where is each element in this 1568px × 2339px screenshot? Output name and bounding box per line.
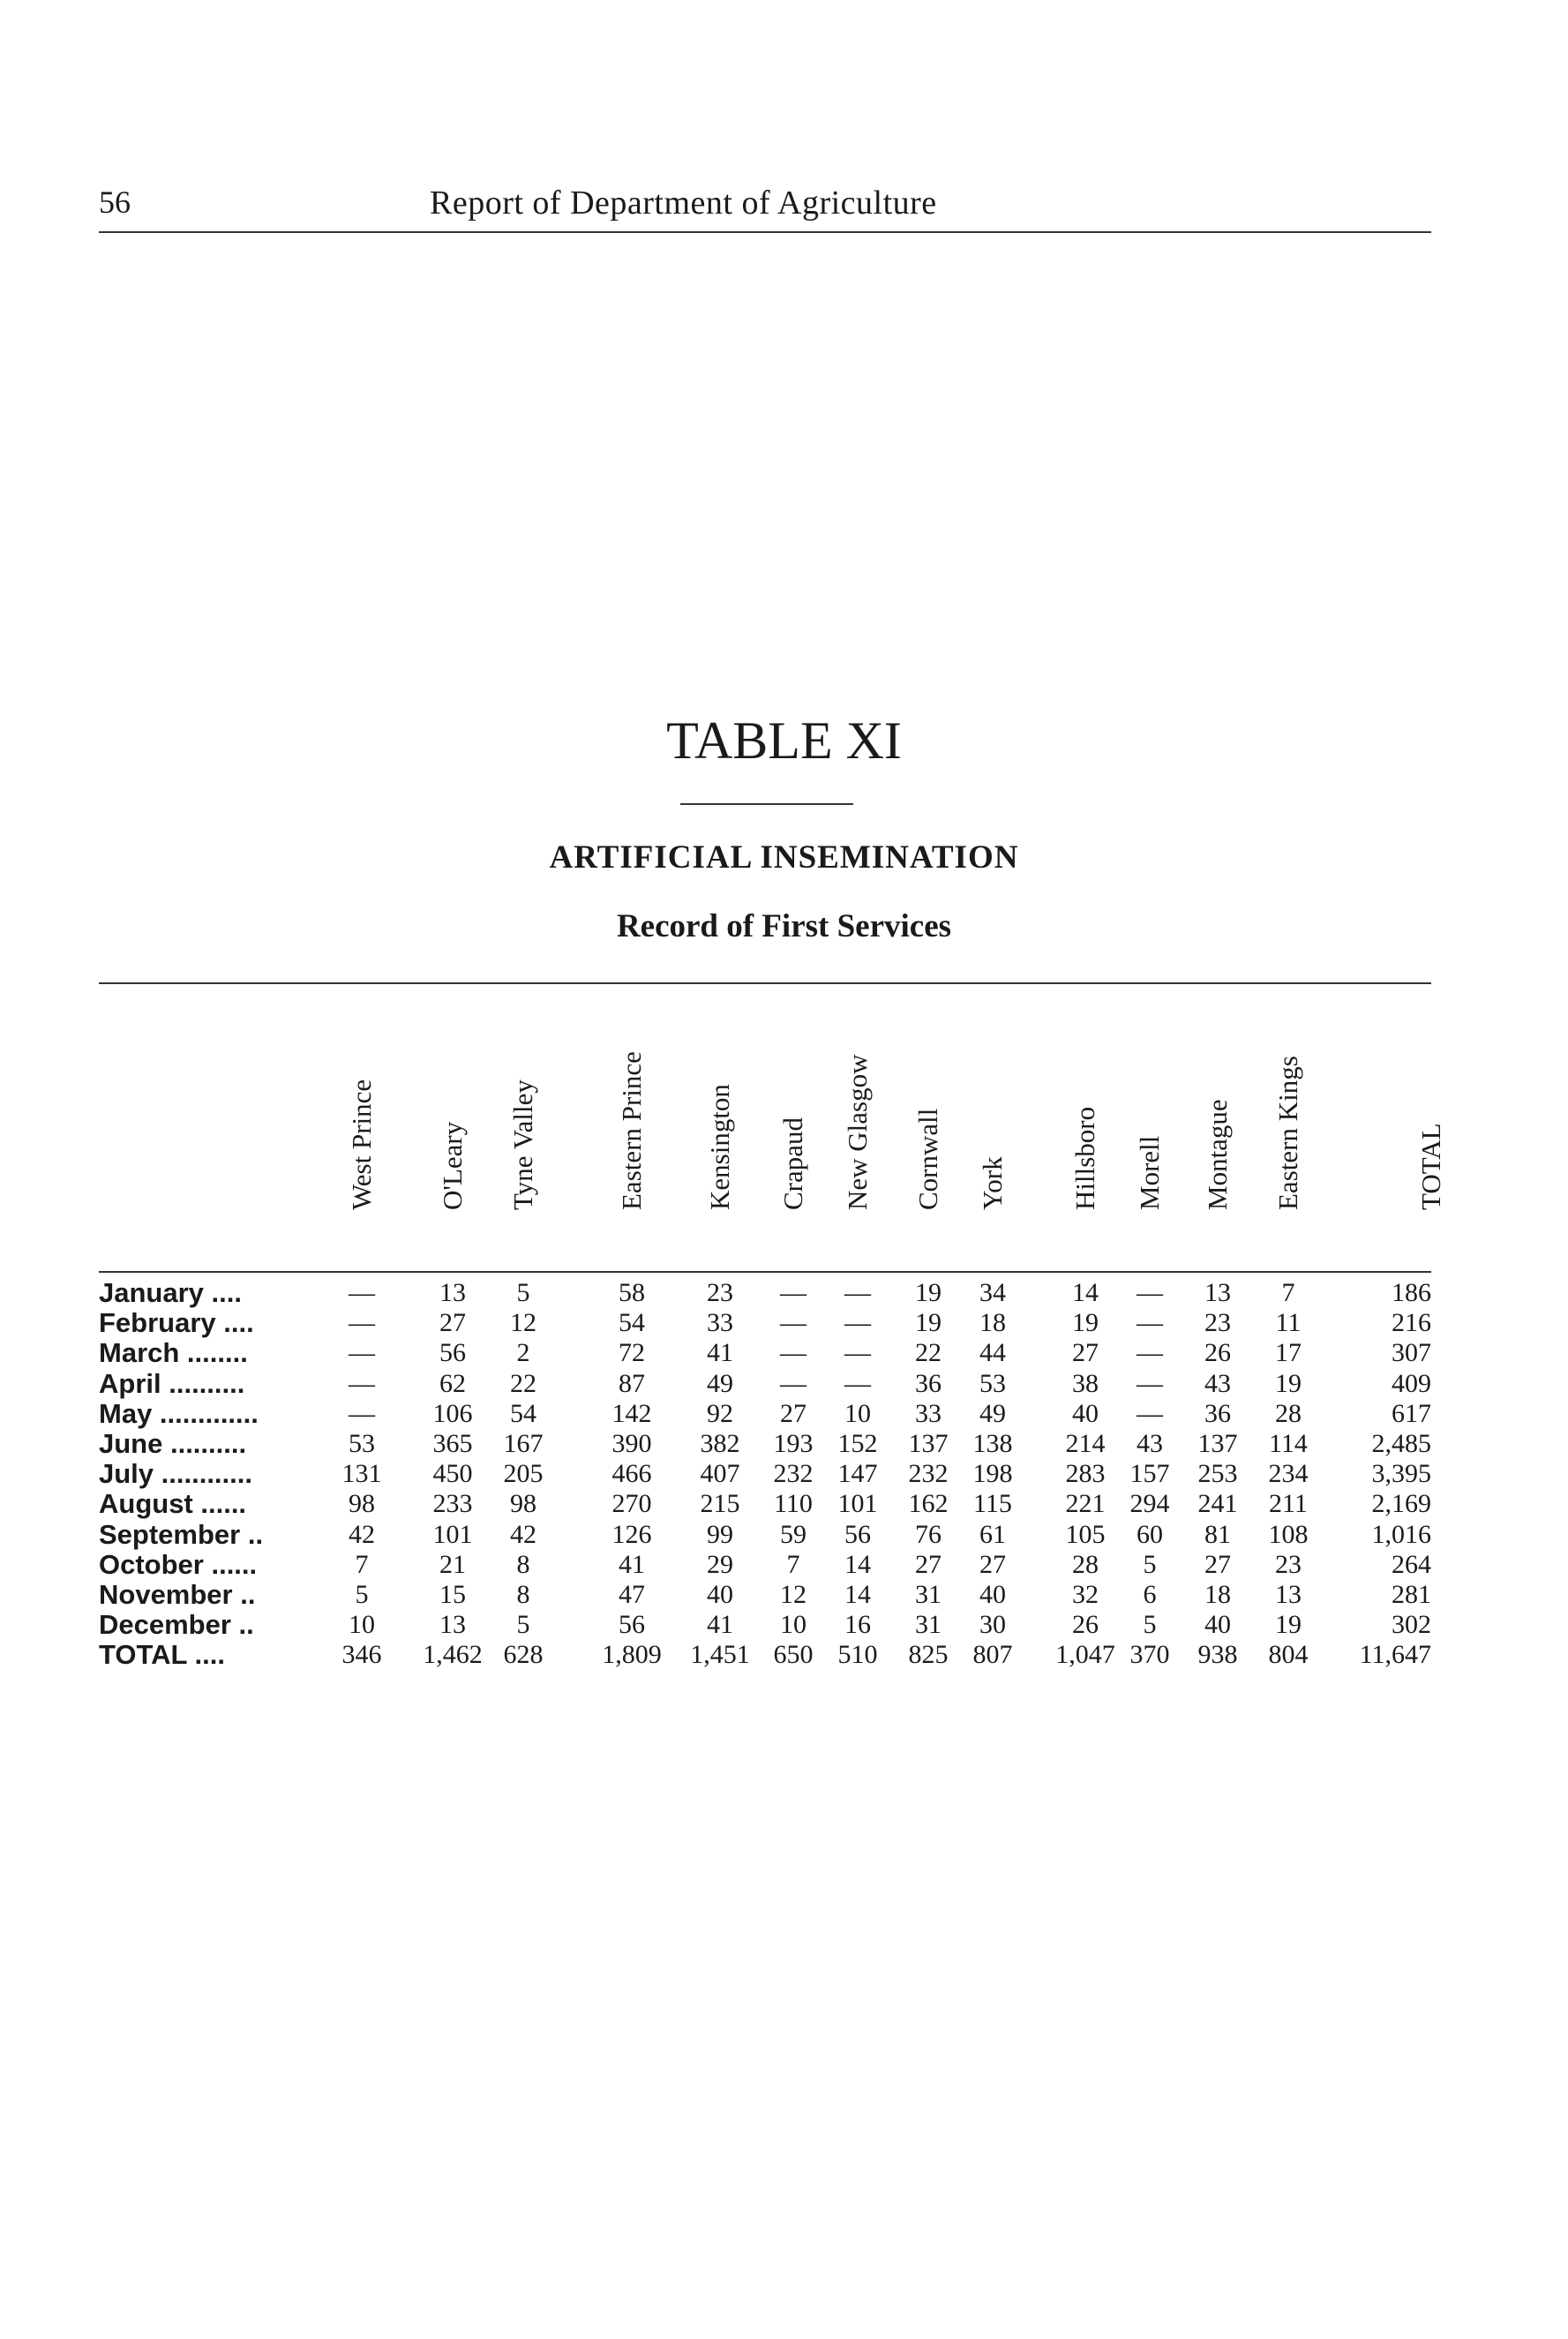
table-cell: 40 xyxy=(1204,1610,1231,1640)
table-row xyxy=(0,1399,1568,1429)
table-cell: 5 xyxy=(516,1610,530,1640)
table-cell: 131 xyxy=(341,1459,382,1489)
table-cell: 28 xyxy=(1072,1549,1099,1579)
table-cell: 186 xyxy=(1392,1278,1431,1307)
table-cell: — xyxy=(844,1368,871,1398)
table-cell: 138 xyxy=(972,1429,1013,1458)
table-row xyxy=(0,1459,1568,1489)
table-cell: 23 xyxy=(1204,1308,1231,1338)
table-cell: 215 xyxy=(700,1489,740,1519)
table-cell: 53 xyxy=(349,1429,375,1458)
table-top-rule xyxy=(99,982,1431,984)
header-rule xyxy=(99,1271,1431,1273)
table-cell: 5 xyxy=(355,1580,369,1609)
table-cell: 370 xyxy=(1129,1640,1170,1670)
table-cell: 31 xyxy=(915,1610,942,1640)
table-cell: 12 xyxy=(780,1580,807,1609)
table-cell: 270 xyxy=(611,1489,652,1519)
table-cell: — xyxy=(780,1338,807,1368)
table-cell: 12 xyxy=(510,1308,536,1338)
table-cell: 650 xyxy=(773,1640,814,1670)
table-cell: — xyxy=(844,1308,871,1338)
table-cell: 407 xyxy=(700,1459,740,1489)
table-cell: 59 xyxy=(780,1519,807,1549)
row-label: December .. xyxy=(99,1609,254,1641)
table-cell: 26 xyxy=(1204,1338,1231,1368)
table-cell: 101 xyxy=(432,1519,473,1549)
table-cell: 115 xyxy=(973,1489,1012,1519)
table-cell: 19 xyxy=(1072,1308,1099,1338)
table-title: TABLE XI xyxy=(666,711,902,770)
table-cell: 346 xyxy=(341,1640,382,1670)
table-cell: 8 xyxy=(516,1580,530,1609)
table-cell: 1,016 xyxy=(1371,1519,1431,1549)
table-cell: 11,647 xyxy=(1359,1640,1431,1670)
table-cell: 14 xyxy=(1072,1278,1099,1307)
column-header-label: Eastern Prince xyxy=(616,1051,647,1210)
table-cell: 22 xyxy=(915,1338,942,1368)
table-row xyxy=(0,1338,1568,1368)
table-cell: 54 xyxy=(619,1308,645,1338)
table-cell: 56 xyxy=(844,1519,871,1549)
table-cell: 40 xyxy=(707,1580,733,1609)
table-cell: — xyxy=(349,1338,375,1368)
table-cell: 30 xyxy=(979,1610,1006,1640)
table-cell: 110 xyxy=(774,1489,813,1519)
table-cell: 390 xyxy=(611,1429,652,1458)
table-cell: 216 xyxy=(1392,1308,1431,1338)
table-cell: — xyxy=(1137,1308,1163,1338)
table-cell: 42 xyxy=(510,1519,536,1549)
table-cell: 98 xyxy=(510,1489,536,1519)
table-cell: 72 xyxy=(619,1338,645,1368)
page-number: 56 xyxy=(99,184,131,220)
column-header-label: Tyne Valley xyxy=(507,1079,538,1210)
table-cell: 19 xyxy=(915,1308,942,1338)
table-cell: 7 xyxy=(355,1549,369,1579)
table-cell: 47 xyxy=(619,1580,645,1609)
table-cell: 152 xyxy=(837,1429,878,1458)
table-cell: 40 xyxy=(1072,1398,1099,1428)
column-header-label: York xyxy=(977,1156,1008,1210)
table-cell: 13 xyxy=(1275,1580,1302,1609)
table-cell: 1,047 xyxy=(1055,1640,1115,1670)
table-cell: 3,395 xyxy=(1371,1459,1431,1489)
table-cell: 7 xyxy=(1281,1278,1295,1307)
table-cell: 27 xyxy=(979,1549,1006,1579)
table-cell: 19 xyxy=(1275,1368,1302,1398)
table-cell: — xyxy=(780,1368,807,1398)
table-cell: — xyxy=(780,1278,807,1307)
column-header-label: Morell xyxy=(1134,1135,1165,1210)
table-cell: 162 xyxy=(908,1489,949,1519)
table-cell: 938 xyxy=(1197,1640,1238,1670)
column-header-label: TOTAL xyxy=(1415,1123,1446,1210)
column-header-label: Montague xyxy=(1202,1099,1233,1210)
table-cell: — xyxy=(780,1308,807,1338)
table-cell: 10 xyxy=(349,1610,375,1640)
table-cell: 58 xyxy=(619,1278,645,1307)
table-cell: 23 xyxy=(707,1278,733,1307)
table-cell: 5 xyxy=(1143,1549,1157,1579)
table-cell: 62 xyxy=(439,1368,466,1398)
table-cell: 382 xyxy=(700,1429,740,1458)
row-label: August ...... xyxy=(99,1488,247,1520)
table-cell: 2,169 xyxy=(1371,1489,1431,1519)
table-row xyxy=(0,1580,1568,1610)
table-cell: 17 xyxy=(1275,1338,1302,1368)
table-cell: 56 xyxy=(619,1610,645,1640)
table-cell: — xyxy=(349,1398,375,1428)
table-cell: 28 xyxy=(1275,1398,1302,1428)
row-label: September .. xyxy=(99,1518,264,1550)
table-cell: 198 xyxy=(972,1459,1013,1489)
table-cell: 2 xyxy=(516,1338,530,1368)
table-cell: 61 xyxy=(979,1519,1006,1549)
table-row xyxy=(0,1429,1568,1459)
table-cell: 44 xyxy=(979,1338,1006,1368)
table-row xyxy=(0,1489,1568,1519)
table-cell: 33 xyxy=(707,1308,733,1338)
table-cell: 167 xyxy=(503,1429,544,1458)
table-cell: 628 xyxy=(503,1640,544,1670)
table-cell: 1,451 xyxy=(690,1640,750,1670)
table-cell: 101 xyxy=(837,1489,878,1519)
table-cell: 221 xyxy=(1065,1489,1106,1519)
table-cell: 19 xyxy=(1275,1610,1302,1640)
table-cell: 2,485 xyxy=(1371,1429,1431,1458)
column-header-label: Cornwall xyxy=(912,1108,943,1210)
table-subtitle: ARTIFICIAL INSEMINATION xyxy=(549,839,1019,876)
row-label: January .... xyxy=(99,1277,242,1308)
table-cell: 36 xyxy=(1204,1398,1231,1428)
table-cell: 233 xyxy=(432,1489,473,1519)
table-cell: 43 xyxy=(1204,1368,1231,1398)
table-row xyxy=(0,1278,1568,1308)
table-cell: 18 xyxy=(979,1308,1006,1338)
table-cell: 264 xyxy=(1392,1549,1431,1579)
table-row xyxy=(0,1308,1568,1338)
row-label: May ............. xyxy=(99,1397,259,1429)
table-cell: — xyxy=(349,1278,375,1307)
table-cell: 1,809 xyxy=(602,1640,662,1670)
table-cell: 54 xyxy=(510,1398,536,1428)
table-cell: 53 xyxy=(979,1368,1006,1398)
table-cell: 27 xyxy=(780,1398,807,1428)
table-cell: 13 xyxy=(439,1610,466,1640)
table-cell: 232 xyxy=(908,1459,949,1489)
table-cell: 450 xyxy=(432,1459,473,1489)
table-cell: 205 xyxy=(503,1459,544,1489)
table-cell: 42 xyxy=(349,1519,375,1549)
table-cell: 36 xyxy=(915,1368,942,1398)
table-cell: 241 xyxy=(1197,1489,1238,1519)
row-label: July ............ xyxy=(99,1458,252,1490)
table-cell: 10 xyxy=(844,1398,871,1428)
table-cell: 13 xyxy=(439,1278,466,1307)
table-cell: 294 xyxy=(1129,1489,1170,1519)
table-cell: 804 xyxy=(1268,1640,1309,1670)
table-cell: 29 xyxy=(707,1549,733,1579)
title-rule xyxy=(680,803,853,805)
table-cell: 41 xyxy=(707,1338,733,1368)
table-cell: 114 xyxy=(1269,1429,1308,1458)
table-row xyxy=(0,1550,1568,1580)
table-cell: 34 xyxy=(979,1278,1006,1307)
table-cell: 5 xyxy=(1143,1610,1157,1640)
table-cell: 27 xyxy=(439,1308,466,1338)
table-cell: 38 xyxy=(1072,1368,1099,1398)
table-row xyxy=(0,1369,1568,1399)
table-cell: 11 xyxy=(1275,1308,1302,1338)
table-cell: 409 xyxy=(1392,1368,1431,1398)
table-cell: 81 xyxy=(1204,1519,1231,1549)
table-cell: 27 xyxy=(1072,1338,1099,1368)
table-cell: — xyxy=(1137,1278,1163,1307)
table-cell: — xyxy=(844,1278,871,1307)
table-cell: 92 xyxy=(707,1398,733,1428)
table-cell: 21 xyxy=(439,1549,466,1579)
table-cell: 466 xyxy=(611,1459,652,1489)
table-cell: 13 xyxy=(1204,1278,1231,1307)
table-cell: 157 xyxy=(1129,1459,1170,1489)
row-label: April .......... xyxy=(99,1367,245,1399)
table-cell: 147 xyxy=(837,1459,878,1489)
table-cell: 108 xyxy=(1268,1519,1309,1549)
row-label: November .. xyxy=(99,1579,256,1610)
table-cell: 49 xyxy=(707,1368,733,1398)
table-cell: — xyxy=(349,1368,375,1398)
table-cell: 825 xyxy=(908,1640,949,1670)
table-cell: 56 xyxy=(439,1338,466,1368)
table-caption: Record of First Services xyxy=(616,908,952,944)
table-cell: 137 xyxy=(908,1429,949,1458)
table-cell: 193 xyxy=(773,1429,814,1458)
table-cell: 5 xyxy=(516,1278,530,1307)
table-cell: 33 xyxy=(915,1398,942,1428)
table-cell: — xyxy=(844,1338,871,1368)
table-cell: 14 xyxy=(844,1580,871,1609)
table-cell: — xyxy=(1137,1368,1163,1398)
table-cell: 23 xyxy=(1275,1549,1302,1579)
table-cell: 14 xyxy=(844,1549,871,1579)
row-label: February .... xyxy=(99,1307,254,1339)
table-cell: 137 xyxy=(1197,1429,1238,1458)
table-cell: 8 xyxy=(516,1549,530,1579)
table-cell: 1,462 xyxy=(423,1640,483,1670)
table-cell: 27 xyxy=(1204,1549,1231,1579)
table-cell: 32 xyxy=(1072,1580,1099,1609)
column-header-label: New Glasgow xyxy=(842,1054,873,1210)
table-cell: 6 xyxy=(1143,1580,1157,1609)
row-label: June .......... xyxy=(99,1428,247,1459)
table-cell: 211 xyxy=(1269,1489,1308,1519)
table-cell: 22 xyxy=(510,1368,536,1398)
table-cell: 16 xyxy=(844,1610,871,1640)
column-header-label: Kensington xyxy=(704,1084,735,1210)
table-cell: 49 xyxy=(979,1398,1006,1428)
table-cell: 31 xyxy=(915,1580,942,1609)
table-cell: 18 xyxy=(1204,1580,1231,1609)
table-cell: 43 xyxy=(1137,1429,1163,1458)
table-cell: 232 xyxy=(773,1459,814,1489)
column-header-label: Hillsboro xyxy=(1069,1106,1100,1210)
table-cell: 617 xyxy=(1392,1398,1431,1428)
running-head xyxy=(99,177,1431,233)
table-cell: 10 xyxy=(780,1610,807,1640)
table-cell: — xyxy=(1137,1338,1163,1368)
table-cell: 105 xyxy=(1065,1519,1106,1549)
table-cell: 142 xyxy=(611,1398,652,1428)
table-cell: — xyxy=(1137,1398,1163,1428)
running-title: Report of Department of Agriculture xyxy=(430,184,937,222)
table-cell: — xyxy=(349,1308,375,1338)
table-cell: 807 xyxy=(972,1640,1013,1670)
table-cell: 253 xyxy=(1197,1459,1238,1489)
column-header-label: Eastern Kings xyxy=(1272,1056,1303,1210)
table-cell: 307 xyxy=(1392,1338,1431,1368)
row-label: March ........ xyxy=(99,1337,248,1369)
table-cell: 40 xyxy=(979,1580,1006,1609)
table-cell: 26 xyxy=(1072,1610,1099,1640)
table-row xyxy=(0,1520,1568,1550)
column-header-label: Crapaud xyxy=(777,1117,808,1210)
table-cell: 126 xyxy=(611,1519,652,1549)
table-cell: 214 xyxy=(1065,1429,1106,1458)
column-header-label: West Prince xyxy=(346,1079,377,1210)
table-cell: 15 xyxy=(439,1580,466,1609)
table-cell: 19 xyxy=(915,1278,942,1307)
table-cell: 76 xyxy=(915,1519,942,1549)
table-cell: 87 xyxy=(619,1368,645,1398)
table-cell: 27 xyxy=(915,1549,942,1579)
table-cell: 234 xyxy=(1268,1459,1309,1489)
table-cell: 281 xyxy=(1392,1580,1431,1609)
table-row xyxy=(0,1610,1568,1640)
table-cell: 60 xyxy=(1137,1519,1163,1549)
table-cell: 98 xyxy=(349,1489,375,1519)
table-cell: 510 xyxy=(837,1640,878,1670)
table-cell: 41 xyxy=(707,1610,733,1640)
table-cell: 106 xyxy=(432,1398,473,1428)
table-cell: 41 xyxy=(619,1549,645,1579)
total-row xyxy=(0,1640,1568,1670)
table-cell: 283 xyxy=(1065,1459,1106,1489)
table-cell: 7 xyxy=(786,1549,800,1579)
table-cell: 365 xyxy=(432,1429,473,1458)
row-label: TOTAL .... xyxy=(99,1639,225,1671)
table-cell: 99 xyxy=(707,1519,733,1549)
column-header-label: O'Leary xyxy=(437,1121,468,1210)
row-label: October ...... xyxy=(99,1548,258,1580)
table-cell: 302 xyxy=(1392,1610,1431,1640)
